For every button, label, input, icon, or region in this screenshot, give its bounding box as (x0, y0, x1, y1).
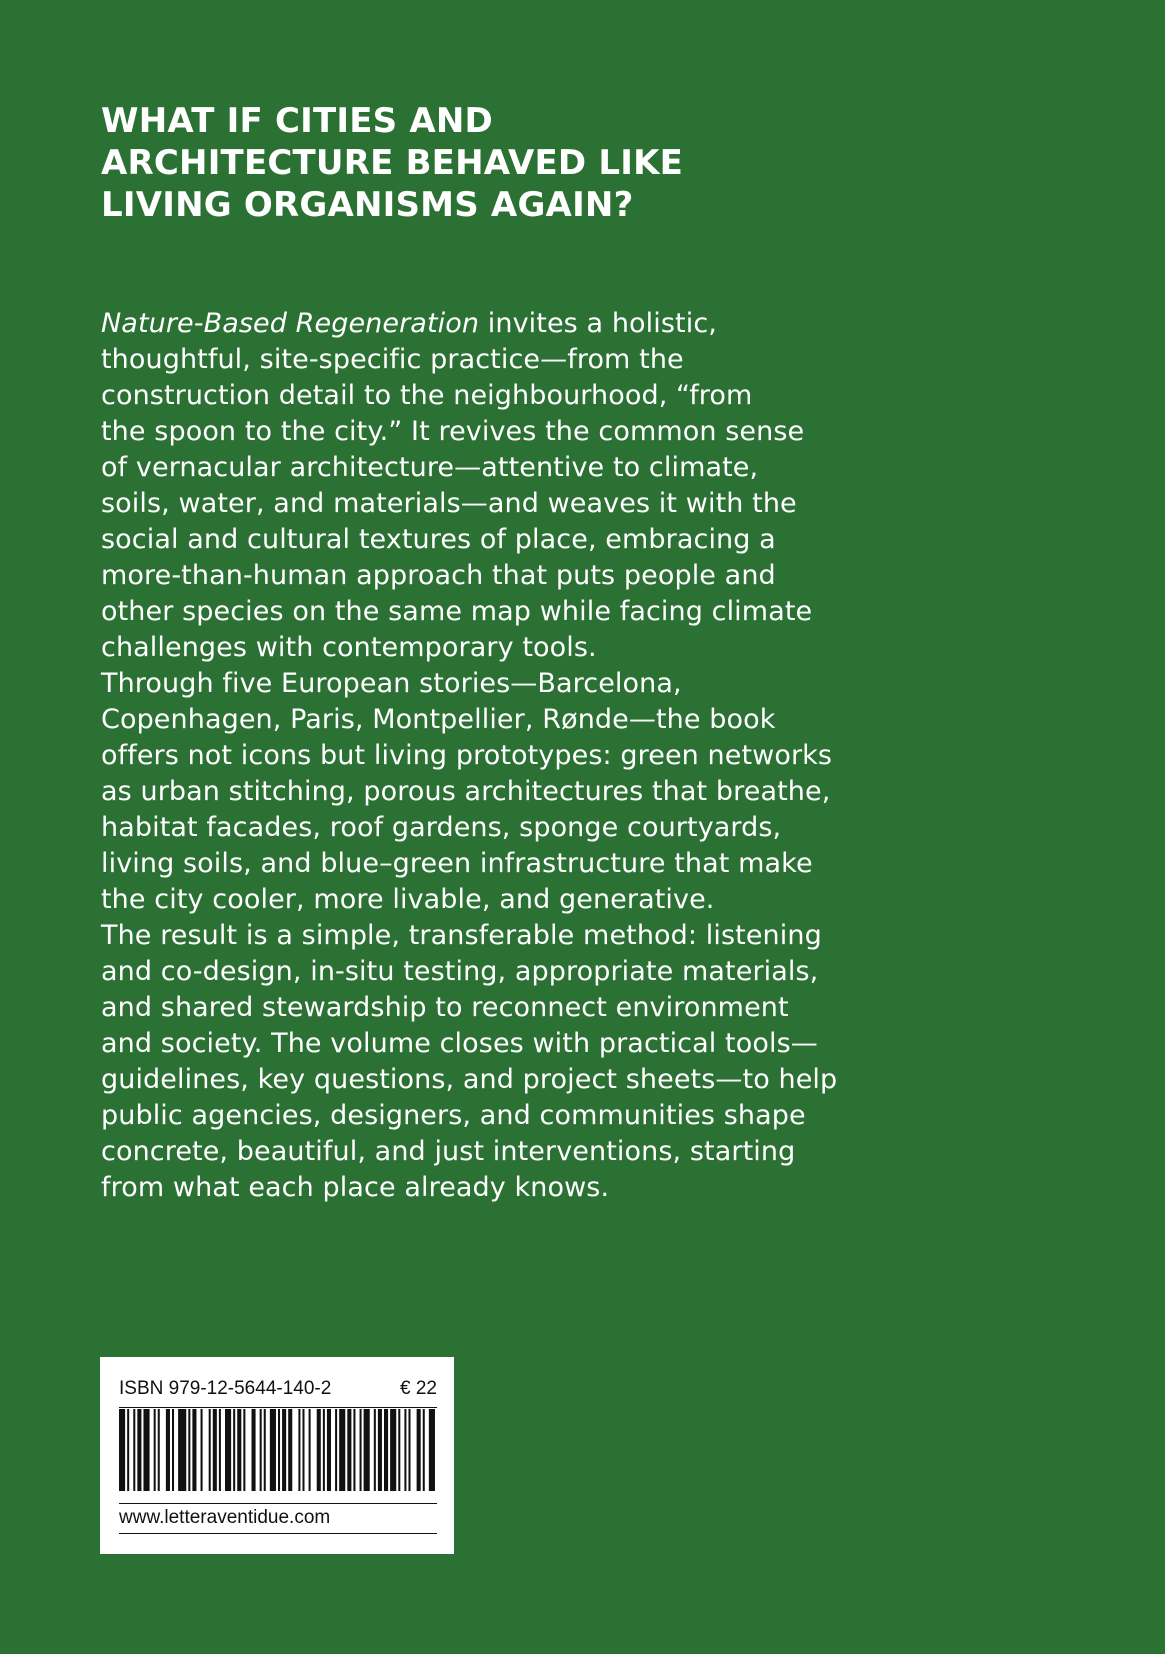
barcode-bar (353, 1409, 355, 1491)
blurb-line: from what each place already knows. (101, 1172, 610, 1203)
barcode-bar (429, 1409, 435, 1491)
blurb-line (101, 306, 1001, 342)
barcode-bar (298, 1409, 300, 1491)
publisher-website: www.letteraventidue.com (119, 1507, 331, 1528)
barcode-bar (137, 1409, 141, 1491)
isbn-row (119, 1379, 437, 1399)
blurb-line: living soils, and blue–green infrastructure that make (101, 848, 813, 879)
barcode-bar (327, 1409, 331, 1491)
barcode-bar (219, 1409, 221, 1491)
barcode-bar (233, 1409, 235, 1491)
blurb-line-rest: invites a holistic, (479, 308, 717, 339)
barcode-label (100, 1357, 454, 1554)
barcode-bar (278, 1409, 280, 1491)
blurb-line: habitat facades, roof gardens, sponge courtyards, (101, 812, 782, 843)
barcode-bar (417, 1409, 421, 1491)
barcode-bar (166, 1409, 170, 1491)
blurb-line: the spoon to the city.” It revives the common sense (101, 416, 805, 447)
blurb-line: concrete, beautiful, and just interventions, starting (101, 1136, 796, 1167)
blurb-line: and shared stewardship to reconnect environment (101, 992, 789, 1023)
barcode-bar (127, 1409, 129, 1491)
barcode-bar (360, 1409, 362, 1491)
barcode-bar (364, 1409, 370, 1491)
barcode-bar (323, 1409, 325, 1491)
barcode-bars (119, 1409, 437, 1491)
barcode-bar (225, 1409, 231, 1491)
blurb-line: The result is a simple, transferable method: listening (101, 920, 822, 951)
barcode-bar (237, 1409, 241, 1491)
blurb-line: challenges with contemporary tools. (101, 632, 597, 663)
barcode-bar (408, 1409, 410, 1491)
blurb-line: Copenhagen, Paris, Montpellier, Rønde—the book (101, 704, 776, 735)
blurb (101, 306, 1001, 1206)
barcode-bar (192, 1409, 196, 1491)
barcode-top-rule (119, 1407, 437, 1408)
blurb-line: and society. The volume closes with practical tools— (101, 1028, 818, 1059)
barcode-bar (390, 1409, 396, 1491)
blurb-line: guidelines, key questions, and project sheets—to help (101, 1064, 838, 1095)
headline (101, 100, 861, 226)
barcode-bar (398, 1409, 400, 1491)
barcode-bar (133, 1409, 135, 1491)
barcode-bar (317, 1409, 321, 1491)
barcode-divider (119, 1503, 437, 1504)
barcode-bar (264, 1409, 266, 1491)
barcode-bar (282, 1409, 286, 1491)
barcode-bar (374, 1409, 376, 1491)
barcode-bar (384, 1409, 388, 1491)
barcode-bar (404, 1409, 406, 1491)
barcode-bar (260, 1409, 262, 1491)
barcode-bar (209, 1409, 211, 1491)
barcode-bar (378, 1409, 382, 1491)
blurb-line: and co-design, in-situ testing, appropriate materials, (101, 956, 819, 987)
barcode-bottom-rule (119, 1533, 437, 1534)
barcode-bar (158, 1409, 160, 1491)
barcode-bar (347, 1409, 351, 1491)
blurb-line: as urban stitching, porous architectures that breathe, (101, 776, 831, 807)
headline-line: LIVING ORGANISMS AGAIN? (101, 185, 634, 225)
barcode-bar (154, 1409, 156, 1491)
blurb-line: offers not icons but living prototypes: green networks (101, 740, 833, 771)
barcode-bar (339, 1409, 345, 1491)
barcode-bar (143, 1409, 149, 1491)
barcode-bar (335, 1409, 337, 1491)
headline-line: ARCHITECTURE BEHAVED LIKE (101, 143, 684, 183)
headline-line: WHAT IF CITIES AND (101, 101, 493, 141)
barcode-bar (201, 1409, 203, 1491)
barcode-bar (288, 1409, 292, 1491)
blurb-line: thoughtful, site-specific practice—from the (101, 344, 684, 375)
barcode-bar (178, 1409, 186, 1491)
barcode-bar (302, 1409, 304, 1491)
blurb-line: soils, water, and materials—and weaves it with the (101, 488, 797, 519)
barcode-bar (119, 1409, 125, 1491)
blurb-line: of vernacular architecture—attentive to climate, (101, 452, 759, 483)
blurb-line: social and cultural textures of place, embracing a (101, 524, 776, 555)
blurb-line: the city cooler, more livable, and generative. (101, 884, 715, 915)
barcode-bar (309, 1409, 311, 1491)
price: € 22 (400, 1378, 437, 1399)
barcode-bar (423, 1409, 425, 1491)
blurb-line: Through five European stories—Barcelona, (101, 668, 682, 699)
isbn-number: ISBN 979-12-5644-140-2 (119, 1378, 332, 1399)
blurb-line: other species on the same map while facing climate (101, 596, 813, 627)
barcode-bar (213, 1409, 217, 1491)
barcode-bar (243, 1409, 245, 1491)
blurb-line: more-than-human approach that puts people and (101, 560, 776, 591)
barcode-bar (270, 1409, 276, 1491)
barcode-bar (172, 1409, 174, 1491)
blurb-line: construction detail to the neighbourhood, “from (101, 380, 753, 411)
barcode-bar (188, 1409, 190, 1491)
barcode-bar (252, 1409, 256, 1491)
book-title: Nature-Based Regeneration (101, 308, 480, 339)
blurb-line: public agencies, designers, and communities shape (101, 1100, 806, 1131)
